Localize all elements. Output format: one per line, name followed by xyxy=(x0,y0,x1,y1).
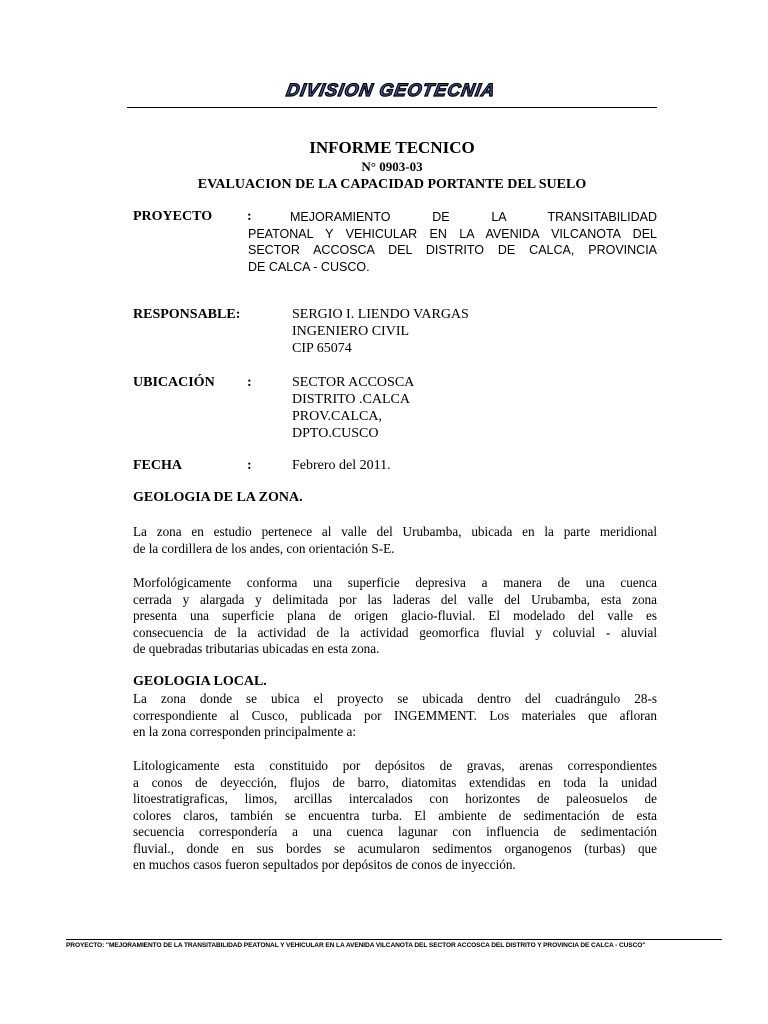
project-description xyxy=(248,209,657,275)
geology-zone-paragraph-1 xyxy=(133,524,657,557)
responsible-cip: CIP 65074 xyxy=(292,341,352,356)
report-subtitle: EVALUACION DE LA CAPACIDAD PORTANTE DEL SUELO xyxy=(197,177,587,192)
report-title: INFORME TECNICO xyxy=(309,138,475,157)
location-colon: : xyxy=(247,375,252,390)
location-info xyxy=(292,374,414,442)
text-line: de quebradas tributarias ubicadas en esta zona. xyxy=(133,641,380,656)
text-line: presenta una superficie plana de origen glacio-fluvial. El modelado del valle es xyxy=(133,608,657,623)
project-line: SECTOR ACCOSCA DEL DISTRITO DE CALCA, PROVINCIA xyxy=(248,243,657,257)
text-line: a conos de deyección, flujos de barro, diatomitas extendidas en toda la unidad xyxy=(133,774,657,790)
geology-local-heading: GEOLOGIA LOCAL. xyxy=(133,674,267,689)
location-label: UBICACIÓN xyxy=(133,375,215,390)
project-label: PROYECTO xyxy=(133,209,213,224)
text-line: litoestratigraficas, limos, arcillas intercalados con horizontes de paleosuelos de xyxy=(133,791,657,806)
project-line: PEATONAL Y VEHICULAR EN LA AVENIDA VILCANOTA DEL xyxy=(248,226,657,241)
date-colon: : xyxy=(247,458,252,473)
geology-zone-paragraph-2 xyxy=(133,575,657,658)
responsible-name: SERGIO I. LIENDO VARGAS xyxy=(292,307,469,322)
location-line: DISTRITO .CALCA xyxy=(292,392,410,407)
footer-project-note: PROYECTO: "MEJORAMIENTO DE LA TRANSITABILIDAD PEATONAL Y VEHICULAR EN LA AVENIDA VILCANOTA DEL SECTOR ACCOSCA DEL DISTRITO Y PROVINCIA DE CALCA - CUSCO" xyxy=(66,942,646,949)
location-line: DPTO.CUSCO xyxy=(292,426,379,441)
responsible-label: RESPONSABLE: xyxy=(133,307,241,322)
date-value: Febrero del 2011. xyxy=(292,458,391,473)
text-line: colores claros, también se encuentra turba. El ambiente de sedimentación de esta xyxy=(133,807,657,823)
text-line: La zona en estudio pertenece al valle del Urubamba, ubicada en la parte meridional xyxy=(133,524,657,539)
geology-local-paragraph-2 xyxy=(133,758,657,874)
text-line: de la cordillera de los andes, con orientación S-E. xyxy=(133,540,395,556)
responsible-profession: INGENIERO CIVIL xyxy=(292,324,410,339)
location-line: SECTOR ACCOSCA xyxy=(292,375,415,390)
location-line: PROV.CALCA, xyxy=(292,409,382,424)
text-line: correspondiente al Cusco, publicada por INGEMMENT. Los materiales que afloran xyxy=(133,707,657,723)
geology-local-paragraph-1 xyxy=(133,691,657,741)
text-line: fluvial., donde en sus bordes se acumularon sedimentos organogenos (turbas) que xyxy=(133,840,657,856)
text-line: en muchos casos fueron sepultados por depósitos de conos de inyección. xyxy=(133,857,516,872)
header-divider xyxy=(127,107,657,108)
text-line: secuencia correspondería a una cuenca lagunar con influencia de sedimentación xyxy=(133,824,657,839)
text-line: Morfológicamente conforma una superficie depresiva a manera de una cuenca xyxy=(133,575,657,590)
responsible-info xyxy=(292,306,469,357)
text-line: consecuencia de la actividad de la actividad geomorfica fluvial y coluvial - aluvial xyxy=(133,624,657,640)
division-geotecnia-logo: DIVISION GEOTECNIA xyxy=(284,80,498,100)
text-line: La zona donde se ubica el proyecto se ubicada dentro del cuadrángulo 28-s xyxy=(133,691,657,706)
text-line: en la zona corresponden principalmente a: xyxy=(133,724,356,739)
project-line: DE CALCA - CUSCO. xyxy=(248,259,370,274)
project-colon: : xyxy=(247,209,252,224)
geology-zone-heading: GEOLOGIA DE LA ZONA. xyxy=(133,490,303,505)
report-number: N° 0903-03 xyxy=(361,159,423,174)
text-line: cerrada y alargada y delimitada por las laderas del valle del Urubamba, esta zona xyxy=(133,591,657,607)
date-label: FECHA xyxy=(133,458,182,473)
text-line: Litologicamente esta constituido por depósitos de gravas, arenas correspondientes xyxy=(133,758,657,773)
title-block xyxy=(127,138,657,195)
project-line: MEJORAMIENTO DE LA TRANSITABILIDAD xyxy=(290,210,657,224)
footer-divider xyxy=(66,939,722,940)
